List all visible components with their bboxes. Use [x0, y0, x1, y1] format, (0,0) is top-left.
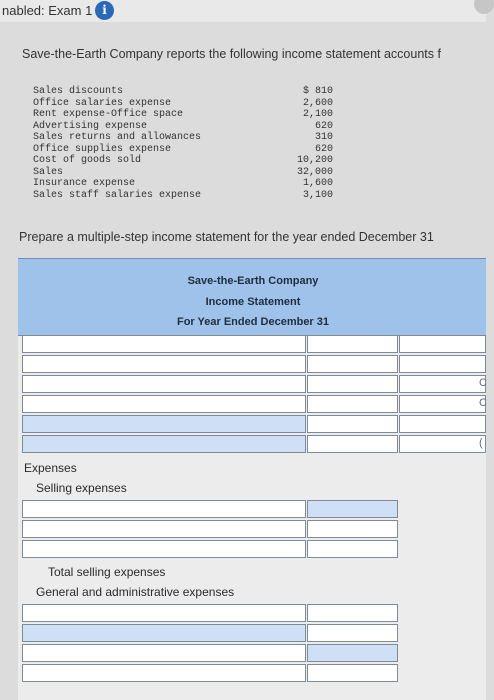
- table-row: [18, 604, 486, 622]
- amount-input[interactable]: [307, 624, 398, 642]
- list-item: Insurance expense 1,600: [33, 178, 333, 189]
- total-input[interactable]: [399, 435, 486, 453]
- table-row: [18, 624, 486, 642]
- amount-input[interactable]: [307, 644, 398, 662]
- account-input[interactable]: [22, 664, 306, 682]
- statement-period: For Year Ended December 31: [176, 316, 330, 328]
- edge-mark: C: [479, 397, 487, 409]
- account-input[interactable]: [22, 604, 306, 622]
- company-name: Save-the-Earth Company: [187, 275, 319, 287]
- expenses-label: Expenses: [24, 461, 77, 475]
- table-row: [18, 395, 486, 413]
- account-input[interactable]: [22, 624, 306, 642]
- amount-input[interactable]: [307, 375, 398, 393]
- table-row: [18, 664, 486, 682]
- table-row: [18, 435, 486, 453]
- amount-input[interactable]: [307, 435, 398, 453]
- question-prompt: Prepare a multiple-step income statement for the year ended December 31: [19, 230, 434, 244]
- list-item: Sales discounts $ 810: [33, 86, 333, 97]
- question-intro: Save-the-Earth Company reports the following income statement accounts f: [22, 47, 441, 61]
- account-input[interactable]: [22, 644, 306, 662]
- amount-input[interactable]: [307, 500, 398, 518]
- table-row: [18, 520, 486, 538]
- amount-input[interactable]: [307, 395, 398, 413]
- amount-input[interactable]: [307, 520, 398, 538]
- account-input[interactable]: [22, 520, 306, 538]
- total-selling-label: Total selling expenses: [48, 565, 166, 579]
- list-item: Cost of goods sold 10,200: [33, 155, 333, 166]
- selling-expenses-label-row: [18, 478, 486, 498]
- list-item: Sales staff salaries expense 3,100: [33, 189, 333, 201]
- window-title: nabled: Exam 1: [2, 3, 93, 18]
- account-input[interactable]: [22, 355, 306, 373]
- total-input[interactable]: [399, 415, 486, 433]
- income-statement-worksheet: [18, 258, 486, 700]
- account-input[interactable]: [22, 395, 306, 413]
- amount-input[interactable]: [307, 415, 398, 433]
- general-admin-label: General and administrative expenses: [36, 585, 235, 599]
- amount-input[interactable]: [307, 604, 398, 622]
- total-input[interactable]: [399, 355, 486, 373]
- account-input[interactable]: [22, 335, 306, 353]
- general-admin-row: [18, 582, 486, 602]
- account-input[interactable]: [22, 415, 306, 433]
- account-input[interactable]: [22, 435, 306, 453]
- total-input[interactable]: [399, 335, 486, 353]
- account-input[interactable]: [22, 540, 306, 558]
- list-item: Rent expense-Office space 2,100: [33, 109, 333, 120]
- list-item: Sales returns and allowances 310: [33, 132, 333, 143]
- expenses-label-row: [18, 458, 486, 478]
- amount-input[interactable]: [307, 335, 398, 353]
- table-row: [18, 415, 486, 433]
- list-item: Office salaries expense 2,600: [33, 97, 333, 109]
- table-row: [18, 335, 486, 353]
- statement-header: [18, 258, 486, 336]
- total-input[interactable]: [399, 395, 486, 413]
- accounts-list: [33, 86, 333, 201]
- statement-title: Income Statement: [205, 296, 301, 308]
- table-row: [18, 375, 486, 393]
- table-row: [18, 540, 486, 558]
- list-item: Sales 32,000: [33, 166, 333, 178]
- total-selling-row: [18, 562, 486, 582]
- table-row: [18, 355, 486, 373]
- amount-input[interactable]: [307, 355, 398, 373]
- info-icon[interactable]: i: [95, 1, 114, 20]
- table-row: [18, 500, 486, 518]
- account-input[interactable]: [22, 375, 306, 393]
- avatar[interactable]: [474, 0, 494, 14]
- amount-input[interactable]: [307, 664, 398, 682]
- table-row: [18, 644, 486, 662]
- edge-mark: C: [479, 377, 487, 389]
- account-input[interactable]: [22, 500, 306, 518]
- title-bar: [0, 0, 486, 22]
- list-item: Advertising expense 620: [33, 120, 333, 132]
- list-item: Office supplies expense 620: [33, 143, 333, 155]
- edge-mark: (: [479, 437, 483, 449]
- amount-input[interactable]: [307, 540, 398, 558]
- total-input[interactable]: [399, 375, 486, 393]
- selling-expenses-label: Selling expenses: [36, 481, 127, 495]
